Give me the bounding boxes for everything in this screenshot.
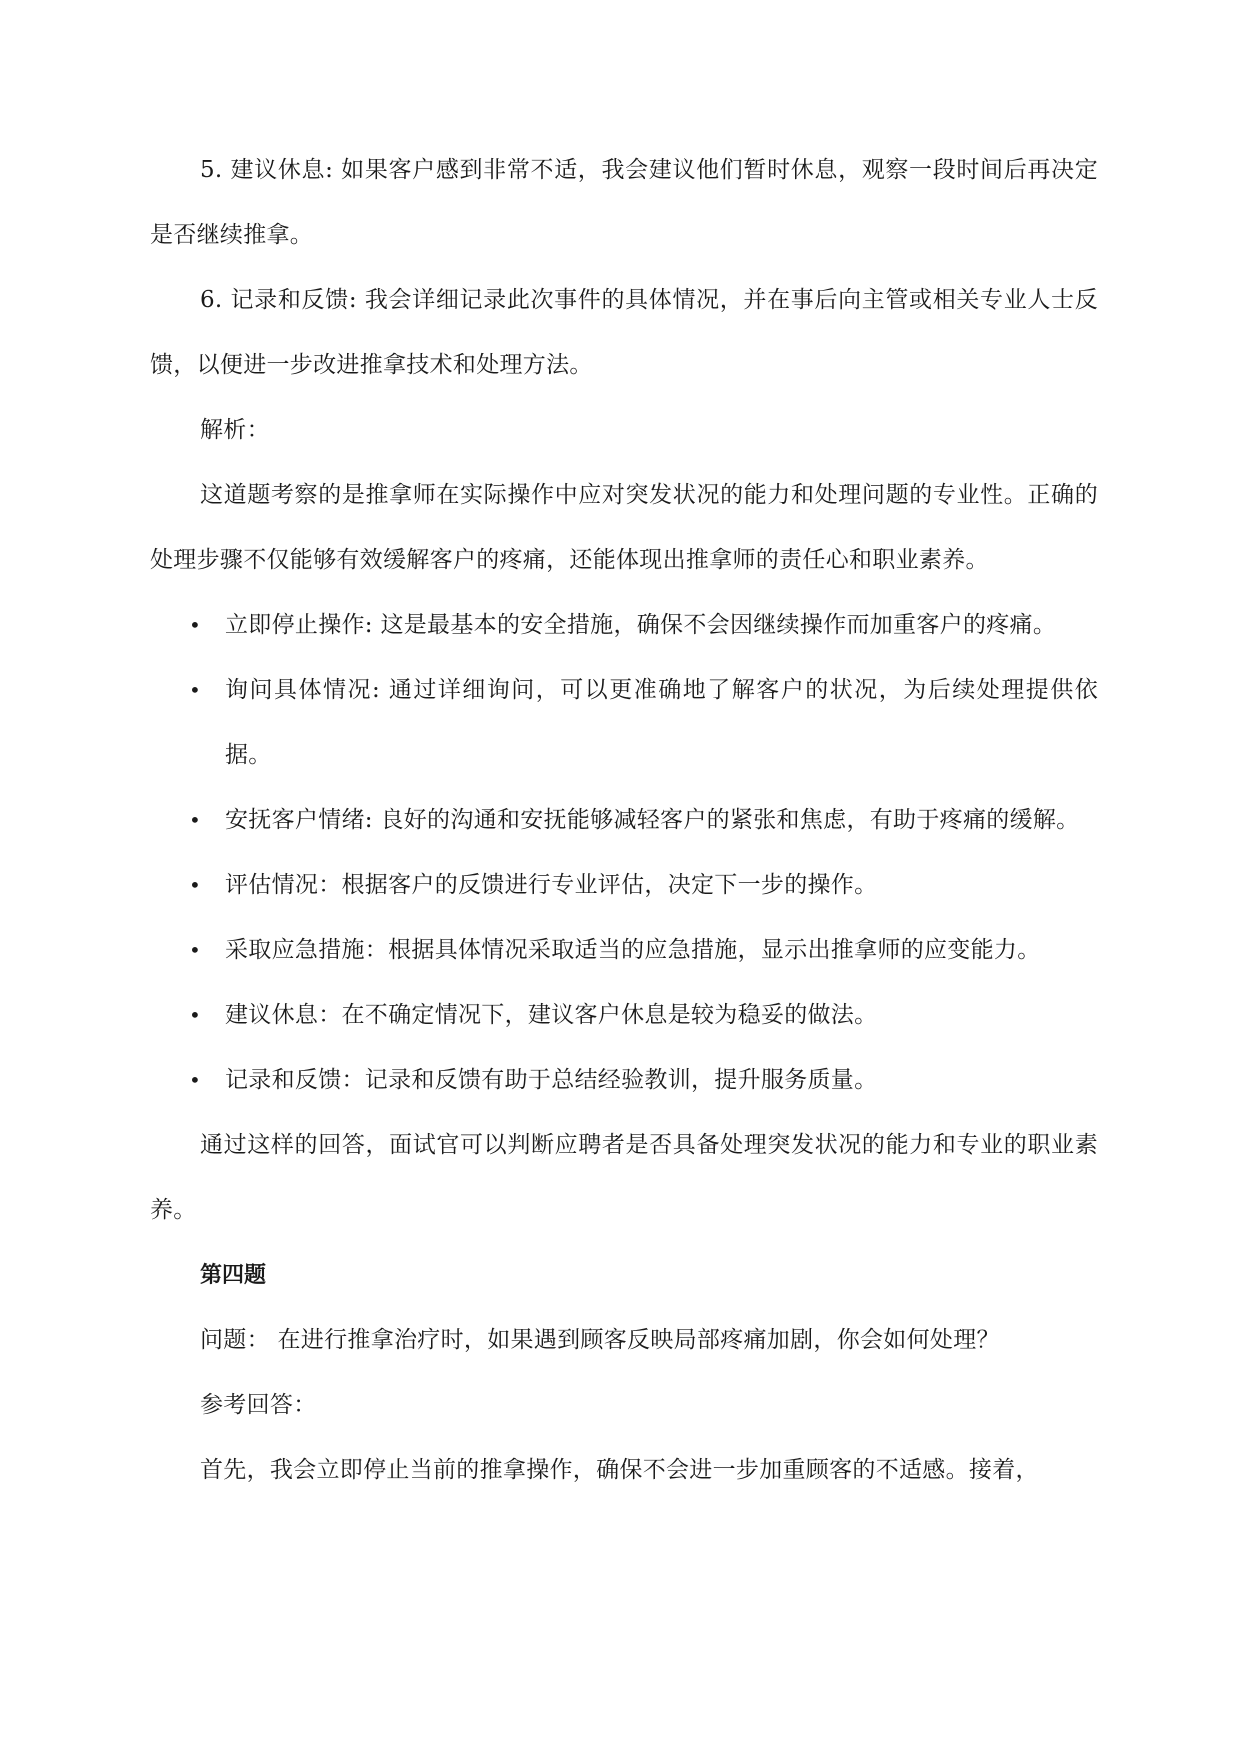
paragraph-step-6: 6. 记录和反馈: 我会详细记录此次事件的具体情况，并在事后向主管或相关专业人士反馈，以便进一步改进推拿技术和处理方法。 bbox=[150, 287, 1098, 378]
list-item bbox=[189, 853, 1098, 918]
analysis-label: 解析： bbox=[200, 417, 270, 443]
list-item-text: 采取应急措施：根据具体情况采取适当的应急措施，显示出推拿师的应变能力。 bbox=[225, 937, 1041, 963]
bullet-icon: • bbox=[189, 1003, 202, 1027]
list-item-text: 询问具体情况: 通过详细询问，可以更准确地了解客户的状况，为后续处理提供依据。 bbox=[225, 677, 1098, 768]
list-item-text: 立即停止操作: 这是最基本的安全措施，确保不会因继续操作而加重客户的疼痛。 bbox=[225, 612, 1057, 638]
list-item-text: 记录和反馈：记录和反馈有助于总结经验教训，提升服务质量。 bbox=[225, 1067, 878, 1093]
answer-paragraph: 首先，我会立即停止当前的推拿操作，确保不会进一步加重顾客的不适感。接着， bbox=[200, 1457, 1039, 1483]
bullet-icon: • bbox=[189, 613, 202, 637]
bullet-icon: • bbox=[189, 1068, 202, 1092]
analysis-intro: 这道题考察的是推拿师在实际操作中应对突发状况的能力和处理问题的专业性。正确的处理步骤不仅能够有效缓解客户的疼痛，还能体现出推拿师的责任心和职业素养。 bbox=[150, 482, 1098, 573]
list-item-text: 安抚客户情绪: 良好的沟通和安抚能够减轻客户的紧张和焦虑，有助于疼痛的缓解。 bbox=[225, 807, 1080, 833]
paragraph-step-5: 5. 建议休息: 如果客户感到非常不适，我会建议他们暂时休息，观察一段时间后再决定是否继续推拿。 bbox=[150, 157, 1098, 248]
document-page bbox=[150, 138, 1098, 1503]
list-item bbox=[189, 983, 1098, 1048]
list-item bbox=[189, 788, 1098, 853]
bullet-icon: • bbox=[189, 938, 202, 962]
list-item bbox=[189, 658, 1098, 788]
section-heading: 第四题 bbox=[200, 1263, 267, 1288]
list-item bbox=[189, 918, 1098, 983]
analysis-bullet-list bbox=[150, 593, 1098, 1113]
bullet-icon: • bbox=[189, 808, 202, 832]
list-item bbox=[189, 593, 1098, 658]
answer-label: 参考回答： bbox=[200, 1392, 317, 1418]
conclusion-paragraph: 通过这样的回答，面试官可以判断应聘者是否具备处理突发状况的能力和专业的职业素养。 bbox=[150, 1132, 1098, 1223]
question-text: 问题： 在进行推拿治疗时，如果遇到顾客反映局部疼痛加剧，你会如何处理？ bbox=[200, 1327, 1000, 1353]
list-item bbox=[189, 1048, 1098, 1113]
bullet-icon: • bbox=[189, 678, 202, 702]
list-item-text: 评估情况：根据客户的反馈进行专业评估，决定下一步的操作。 bbox=[225, 872, 878, 898]
bullet-icon: • bbox=[189, 873, 202, 897]
list-item-text: 建议休息：在不确定情况下，建议客户休息是较为稳妥的做法。 bbox=[225, 1002, 878, 1028]
